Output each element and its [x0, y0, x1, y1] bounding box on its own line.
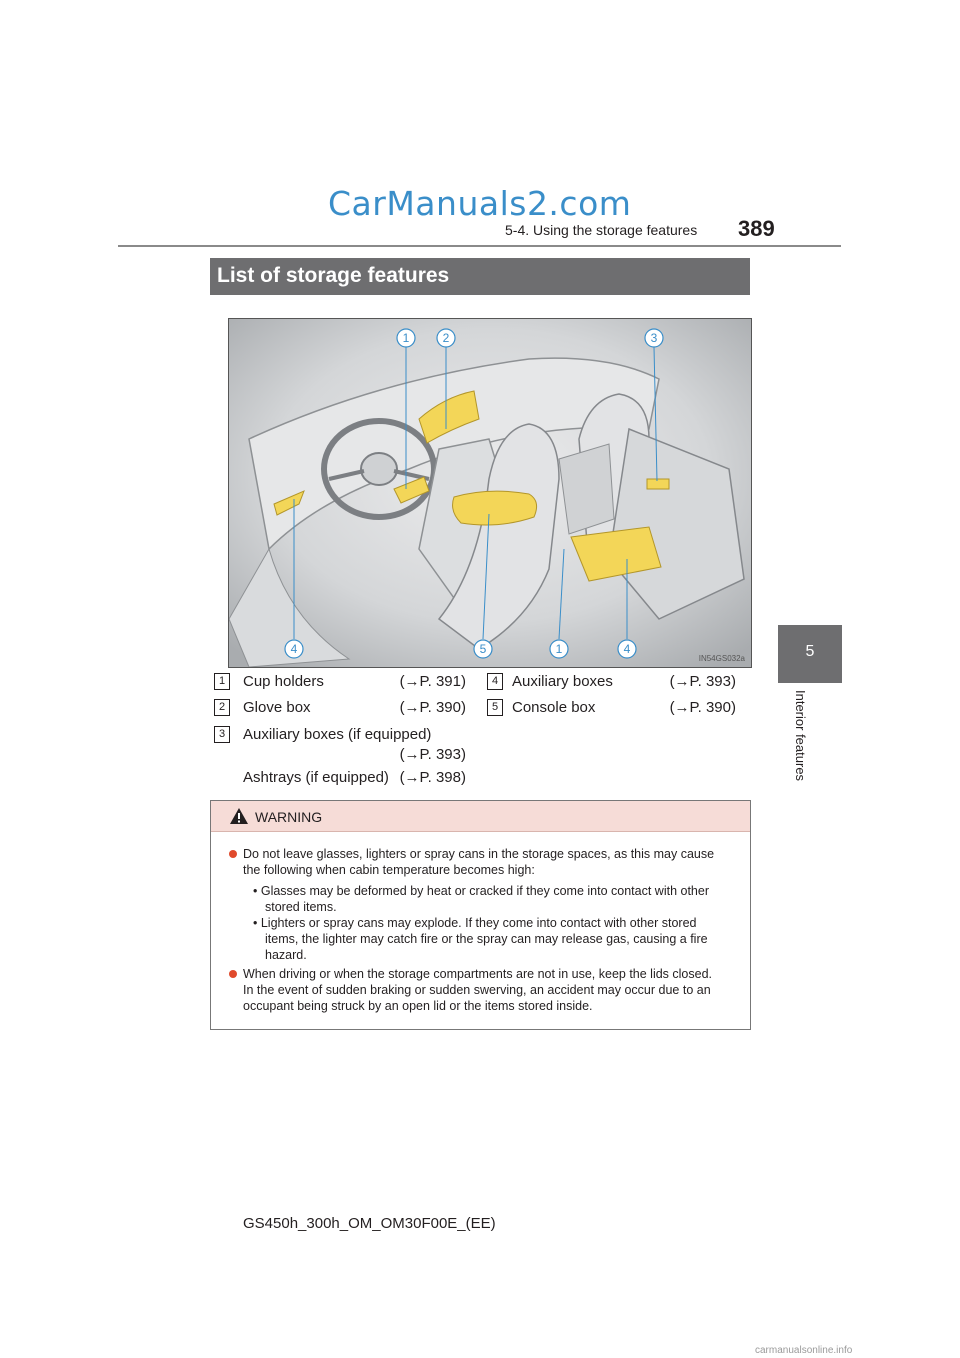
- section-heading: List of storage features: [217, 264, 450, 287]
- warning-heading: WARNING: [255, 809, 323, 825]
- chapter-label: Interior features: [793, 690, 808, 782]
- section-heading-bar: [210, 258, 750, 295]
- item-label-auxiliary-boxes-optional: Auxiliary boxes (if equipped): [243, 726, 432, 743]
- warning-text: In the event of sudden braking or sudden swerving, an accident may occur due to an: [243, 983, 711, 997]
- item-number-box: 2: [214, 699, 230, 716]
- warning-triangle-icon: [229, 807, 249, 825]
- warning-header: [211, 801, 750, 832]
- aux-box-rear-highlight: [647, 479, 669, 489]
- callout-5-bottom: 5: [479, 642, 487, 656]
- page-number: 389: [738, 216, 775, 241]
- warning-subitem: • Glasses may be deformed by heat or cracked if they come into contact with other: [253, 884, 709, 898]
- bullet-icon: [229, 850, 237, 858]
- interior-illustration: [228, 318, 752, 668]
- item-number-box: 3: [214, 726, 230, 743]
- chapter-number: 5: [805, 643, 815, 660]
- item-label-auxiliary-boxes: Auxiliary boxes: [512, 673, 613, 690]
- callout-1-bottom: 1: [555, 642, 563, 656]
- callout-4-bottom-right: 4: [623, 642, 631, 656]
- warning-box: [210, 800, 751, 1030]
- item-number-box: 5: [487, 699, 503, 716]
- header-divider: [118, 245, 841, 247]
- warning-subitem: hazard.: [265, 948, 307, 962]
- model-code: GS450h_300h_OM_OM30F00E_(EE): [243, 1215, 496, 1232]
- warning-text: When driving or when the storage compartments are not in use, keep the lids closed.: [243, 967, 713, 981]
- callout-1-top: 1: [402, 331, 410, 345]
- warning-text: occupant being struck by an open lid or the items stored inside.: [243, 999, 593, 1013]
- warning-text: the following when cabin temperature becomes high:: [243, 863, 535, 877]
- interior-drawing: [229, 319, 751, 667]
- bullet-icon: [229, 970, 237, 978]
- section-title: 5-4. Using the storage features: [505, 222, 698, 238]
- console-box-highlight: [453, 491, 537, 525]
- callout-2-top: 2: [442, 331, 450, 345]
- callout-4-bottom-left: 4: [290, 642, 298, 656]
- item-ref-auxiliary-boxes: (→P. 393): [669, 673, 736, 690]
- item-ref-cup-holders: (→P. 391): [399, 673, 466, 690]
- warning-subitem: • Lighters or spray cans may explode. If they come into contact with other stored: [253, 916, 697, 930]
- item-number-box: 4: [487, 673, 503, 690]
- item-ref-auxiliary-boxes-optional: (→P. 393): [399, 746, 466, 763]
- warning-text: Do not leave glasses, lighters or spray cans in the storage spaces, as this may cause: [243, 847, 715, 861]
- item-ref-glove-box: (→P. 390): [399, 699, 466, 716]
- footer-watermark: carmanualsonline.info: [755, 1345, 853, 1356]
- item-ref-console-box: (→P. 390): [669, 699, 736, 716]
- warning-subitem: items, the lighter may catch fire or the spray can may release gas, causing a fire: [265, 932, 708, 946]
- watermark-logo: CarManuals2.com: [328, 184, 632, 223]
- item-number-box: 1: [214, 673, 230, 690]
- item-label-ashtrays: Ashtrays (if equipped): [243, 769, 389, 786]
- chapter-tab: [778, 625, 842, 683]
- callout-3-top: 3: [650, 331, 658, 345]
- item-label-console-box: Console box: [512, 699, 596, 716]
- item-label-cup-holders: Cup holders: [243, 673, 324, 690]
- warning-subitem: stored items.: [265, 900, 337, 914]
- item-ref-ashtrays: (→P. 398): [399, 769, 466, 786]
- item-label-glove-box: Glove box: [243, 699, 311, 716]
- figure-code: IN54GS032a: [698, 654, 745, 663]
